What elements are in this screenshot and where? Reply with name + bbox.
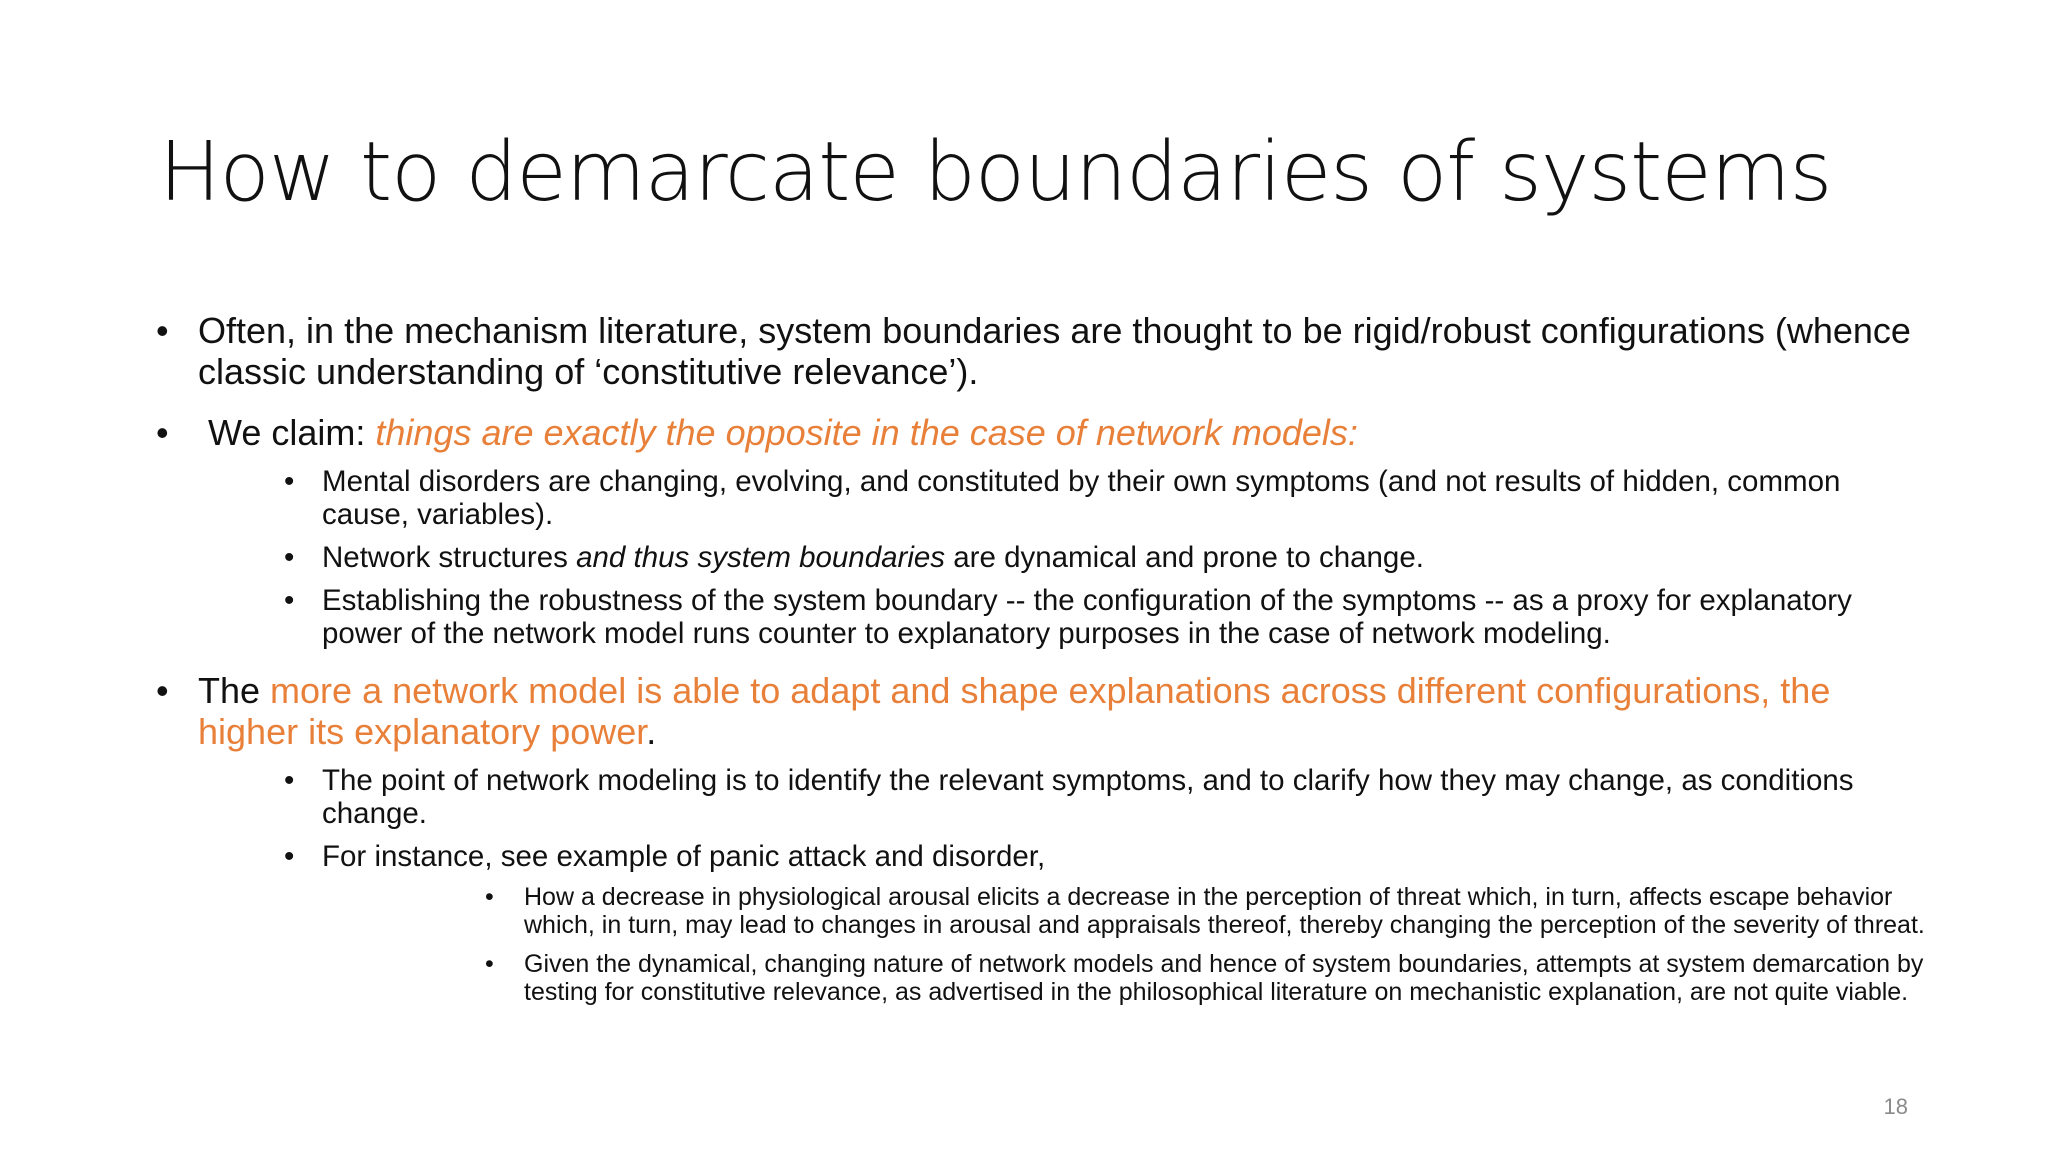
bullet-text-prefix: The [198,670,271,711]
bullet-icon: • [284,584,295,617]
sub-bullet-item [198,764,1930,830]
slide-body [150,310,1930,1006]
bullet-icon: • [156,412,169,453]
bullet-icon: • [284,541,295,574]
sub-sub-bullet-list [322,883,1930,1006]
bullet-highlight: things are exactly the opposite in the case of network models: [375,412,1358,453]
sub-bullet-text: Establishing the robustness of the system boundary -- the configuration of the symptoms -- as a proxy for explanatory power of the network model runs counter to explanatory purposes in the case of network modeling. [322,584,1852,650]
sub-bullet-text: The point of network modeling is to identify the relevant symptoms, and to clarify how they may change, as conditions change. [322,764,1854,830]
sub-sub-bullet-text: How a decrease in physiological arousal elicits a decrease in the perception of threat which, in turn, affects escape behavior which, in turn, may lead to changes in arousal and appraisals thereof, thereby changing the perception of the severity of threat. [524,883,1925,939]
sub-bullet-item [198,840,1930,1006]
slide-title: How to demarcate boundaries of systems [159,125,1832,220]
bullet-icon: • [156,310,169,351]
bullet-item [150,670,1930,1006]
bullet-text-prefix: We claim: [208,412,376,453]
sub-sub-bullet-text: Given the dynamical, changing nature of network models and hence of system boundaries, attempts at system demarcation by testing for constitutive relevance, as advertised in the philosophical literature on mechanistic explanation, are not quite viable. [524,950,1924,1006]
sub-sub-bullet-item [322,883,1930,939]
sub-bullet-text-prefix: Network structures [322,541,577,574]
sub-bullet-item [198,584,1930,650]
sub-bullet-item [198,541,1930,574]
bullet-icon: • [156,670,169,711]
bullet-text-suffix: . [646,711,657,752]
sub-bullet-italic: and thus system boundaries [576,541,946,574]
sub-bullet-text-suffix: are dynamical and prone to change. [945,541,1424,574]
bullet-icon: • [284,465,295,498]
bullet-highlight: more a network model is able to adapt and shape explanations across different configurations, the higher its explanatory power [198,670,1831,752]
sub-bullet-item [198,465,1930,531]
bullet-icon: • [485,950,494,978]
sub-sub-bullet-item [322,950,1930,1006]
page-number: 18 [1883,1094,1908,1119]
sub-bullet-list [198,465,1930,650]
sub-bullet-text: For instance, see example of panic attack and disorder, [322,840,1046,873]
bullet-icon: • [485,883,494,911]
bullet-item [150,310,1930,392]
sub-bullet-text: Mental disorders are changing, evolving, and constituted by their own symptoms (and not results of hidden, common cause, variables). [322,465,1841,531]
bullet-icon: • [284,840,295,873]
bullet-text: Often, in the mechanism literature, system boundaries are thought to be rigid/robust configurations (whence classic understanding of ‘constitutive relevance’). [198,310,1911,392]
sub-bullet-list [198,764,1930,1006]
bullet-icon: • [284,764,295,797]
bullet-item [150,412,1930,650]
